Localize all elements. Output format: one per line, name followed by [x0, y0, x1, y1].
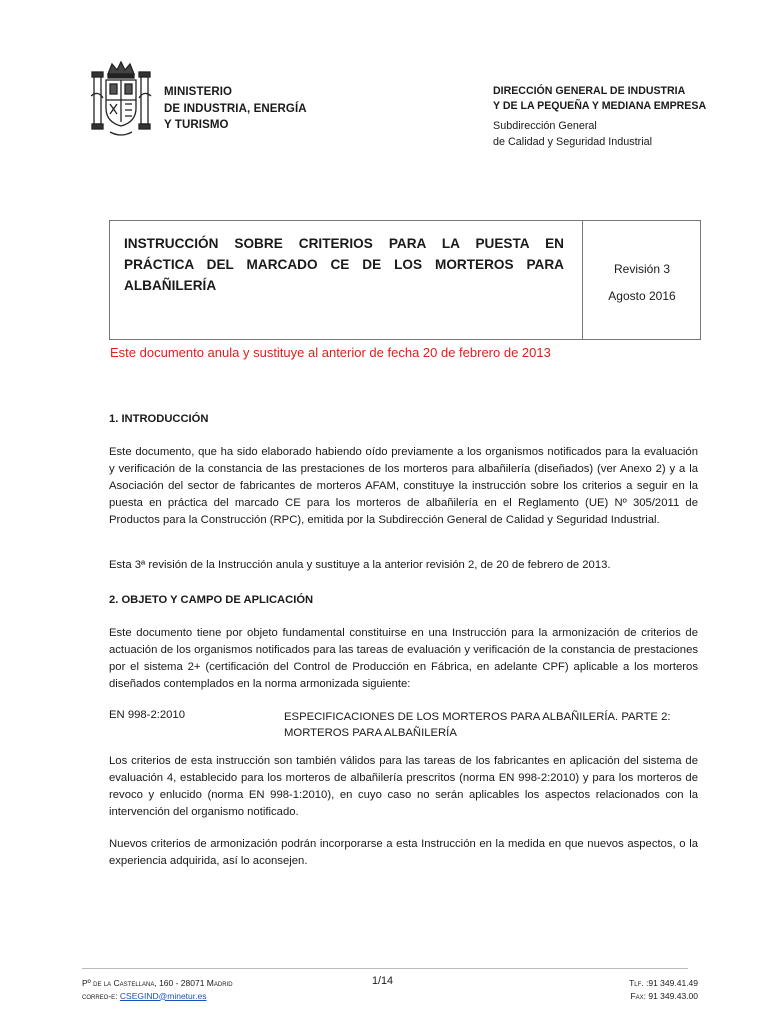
- paragraph: Este documento tiene por objeto fundamental constituirse en una Instrucción para la armonización de criterios de actuación de los organismos notificados para las tareas de evaluación y verificación de la constancia de prestaciones por el sistema 2+ (certificación del Control de Producción en Fábrica, en adelante CPF) aplicable a los morteros diseñados contemplados en la norma armonizada siguiente:: [109, 627, 698, 690]
- email-line: [82, 990, 233, 1003]
- section-heading-introduction: 1. INTRODUCCIÓN: [109, 413, 209, 425]
- ministry-line: DE INDUSTRIA, ENERGÍA: [164, 102, 307, 115]
- paragraph: Los criterios de esta instrucción son también válidos para las tareas de los fabricantes en aplicación del sistema de evaluación 4, establecido para los morteros de albañilería prescritos (norma EN 998-2:2010) y para los morteros de revoco y enlucido (norma EN 998-1:2010), en cuyo caso no serán aplicables los aspectos relacionados con la intervención del organismo notificado.: [109, 755, 698, 818]
- subdirectorate-line: de Calidad y Seguridad Industrial: [493, 135, 653, 148]
- page-number: 1/14: [372, 975, 394, 987]
- ministry-line: Y TURISMO: [164, 119, 229, 131]
- paragraph: Esta 3ª revisión de la Instrucción anula y sustituye a la anterior revisión 2, de 20 de febrero de 2013.: [109, 559, 611, 571]
- ministry-name: [164, 84, 307, 134]
- title-box-divider: [582, 220, 583, 340]
- subdirectorate-line: Subdirección General: [493, 120, 597, 132]
- revision-date: Agosto 2016: [608, 289, 676, 303]
- standard-code: EN 998-2:2010: [109, 709, 185, 721]
- footer-rule: [82, 968, 688, 969]
- footer-contact: [600, 977, 698, 1002]
- paragraph: Nuevos criterios de armonización podrán incorporarse a esta Instrucción en la medida en que nuevos aspectos, o la experiencia adquirida, así lo aconsejen.: [109, 838, 698, 867]
- directorate-name: [493, 84, 706, 114]
- directorate-line: Y DE LA PEQUEÑA Y MEDIANA EMPRESA: [493, 100, 707, 112]
- spanish-coat-of-arms-icon: [90, 60, 152, 140]
- revision-label: Revisión 3: [613, 262, 671, 276]
- standard-title: ESPECIFICACIONES DE LOS MORTEROS PARA ALBAÑILERÍA. PARTE 2: MORTEROS PARA ALBAÑILERÍA: [284, 711, 671, 739]
- email-link[interactable]: CSEGIND@minetur.es: [119, 990, 207, 1001]
- document-title: INSTRUCCIÓN SOBRE CRITERIOS PARA LA PUESTA EN PRÁCTICA DEL MARCADO CE DE LOS MORTEROS PARA ALBAÑILERÍA: [124, 236, 564, 293]
- phone-number: Tlf. :91 349.41.49: [629, 978, 698, 988]
- subdirectorate-name: [493, 119, 652, 150]
- section-heading-scope: 2. OBJETO Y CAMPO DE APLICACIÓN: [109, 594, 314, 606]
- ministry-line: MINISTERIO: [164, 86, 233, 98]
- fax-number: Fax: 91 349.43.00: [630, 990, 698, 1001]
- email-label: correo-e:: [82, 990, 118, 1001]
- supersede-notice: Este documento anula y sustituye al anterior de fecha 20 de febrero de 2013: [110, 345, 551, 360]
- paragraph: Este documento, que ha sido elaborado habiendo oído previamente a los organismos notificados para la evaluación y verificación de la constancia de las prestaciones de los morteros para albañilería (diseñados) (ver Anexo 2) y a la Asociación del sector de fabricantes de morteros AFAM, constituye la instrucción sobre los criterios a seguir en la puesta en práctica del marcado CE para los morteros de albañilería en el Reglamento (UE) Nº 305/2011 de Productos para la Construcción (RPC), emitida por la Subdirección General de Calidad y Seguridad Industrial.: [109, 446, 698, 526]
- footer-address: [82, 977, 233, 1002]
- directorate-line: DIRECCIÓN GENERAL DE INDUSTRIA: [493, 85, 686, 97]
- address-line: Pº de la Castellana, 160 - 28071 Madrid: [82, 978, 233, 988]
